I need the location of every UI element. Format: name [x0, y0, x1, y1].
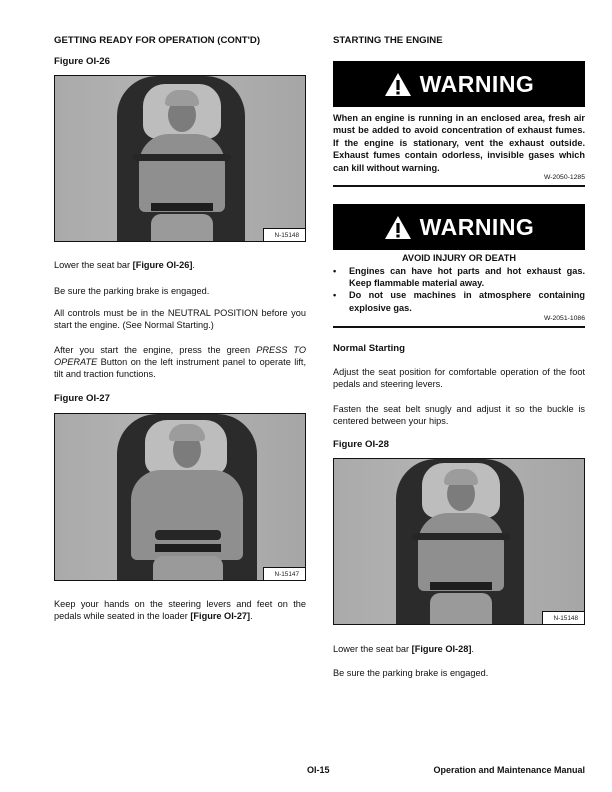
figure-tag: N-15148	[542, 611, 584, 624]
warning-bullet: • Engines can have hot parts and hot exhaust gas. Keep flammable material away.	[333, 266, 585, 289]
warning-1-divider	[333, 185, 585, 187]
paragraph-adjust-seat: Adjust the seat position for comfortable operation of the foot pedals and steering levers.	[333, 367, 585, 390]
figure-oi-28-photo	[333, 458, 585, 625]
warning-banner-1	[333, 61, 585, 107]
warning-1-code: W-2050-1285	[543, 174, 585, 181]
figure-tag: N-15148	[263, 228, 305, 241]
manual-title: Operation and Maintenance Manual	[433, 765, 585, 775]
paragraph-parking-brake-2: Be sure the parking brake is engaged.	[333, 668, 489, 678]
figure-caption-oi-28: Figure OI-28	[333, 439, 389, 450]
paragraph-parking-brake: Be sure the parking brake is engaged.	[54, 286, 210, 296]
warning-triangle-icon	[384, 72, 412, 97]
section-title-starting-engine: STARTING THE ENGINE	[333, 35, 443, 46]
warning-2-bullets	[333, 265, 585, 314]
subheading-normal-starting: Normal Starting	[333, 343, 405, 354]
figure-oi-26-photo	[54, 75, 306, 242]
paragraph-lower-seat-bar: Lower the seat bar [Figure OI-26].	[54, 260, 195, 270]
section-title-getting-ready: GETTING READY FOR OPERATION (CONT'D)	[54, 35, 261, 46]
figure-caption-oi-26: Figure OI-26	[54, 56, 110, 67]
paragraph-neutral-position: All controls must be in the NEUTRAL POSITION before you start the engine. (See Normal Starting.)	[54, 308, 306, 331]
paragraph-press-to-operate: After you start the engine, press the green PRESS TO OPERATE Button on the left instrument panel to operate lift, tilt and traction functions.	[54, 345, 307, 380]
warning-1-text: When an engine is running in an enclosed area, fresh air must be added to avoid concentration of exhaust fumes. If the engine is stationary, vent the exhaust outside. Exhaust fumes contain odorless, invisible gases which can kill without warning.	[333, 113, 585, 173]
warning-label: WARNING	[419, 213, 535, 240]
paragraph-seat-belt: Fasten the seat belt snugly and adjust it so the buckle is centered between your hips.	[333, 404, 585, 427]
warning-triangle-icon	[384, 215, 412, 240]
figure-caption-oi-27: Figure OI-27	[54, 393, 110, 404]
warning-banner-2	[333, 204, 585, 250]
paragraph-lower-seat-bar-2: Lower the seat bar [Figure OI-28].	[333, 644, 474, 654]
warning-bullet: • Do not use machines in atmosphere containing explosive gas.	[333, 290, 585, 313]
figure-tag: N-15147	[263, 567, 305, 580]
page-number: OI-15	[307, 765, 330, 775]
warning-2-code: W-2051-1086	[543, 315, 585, 322]
paragraph-keep-hands: Keep your hands on the steering levers and feet on the pedals while seated in the loader [Figure OI-27].	[54, 599, 306, 622]
warning-label: WARNING	[419, 70, 535, 97]
figure-oi-27-photo	[54, 413, 306, 581]
warning-2-subtitle: AVOID INJURY OR DEATH	[401, 253, 516, 263]
warning-2-divider	[333, 326, 585, 328]
